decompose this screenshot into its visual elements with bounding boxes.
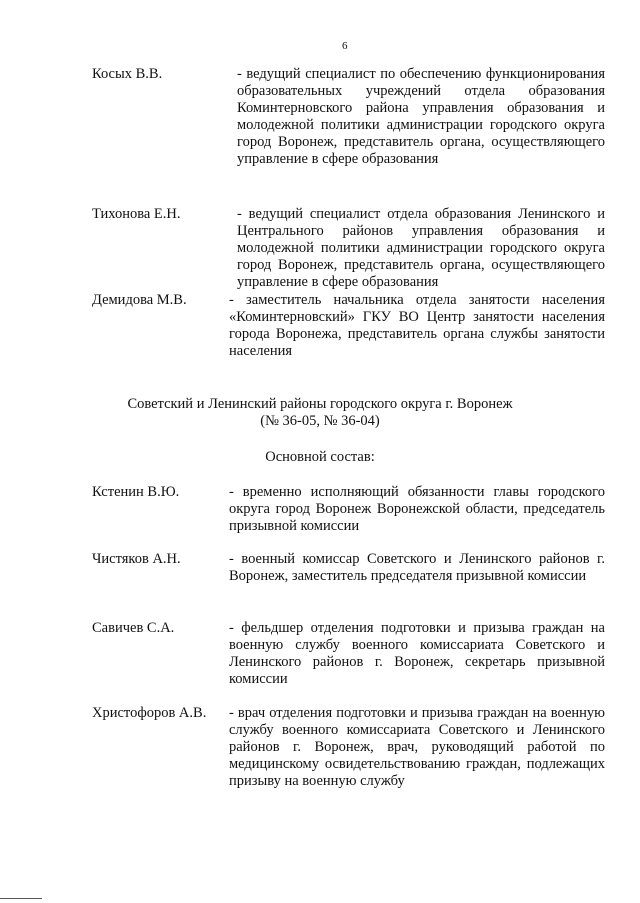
member-role: - фельдшер отделения подготовки и призыва граждан на военную службу военного комиссариата Советского и Ленинского районов г. Воронеж, секретарь призывной комиссии: [229, 620, 605, 687]
section-numbers: (№ 36-05, № 36-04): [260, 413, 380, 429]
member-name: Демидова М.В.: [92, 292, 187, 308]
member-name: Тихонова Е.Н.: [92, 206, 181, 222]
footer-edge-line: [0, 898, 42, 899]
section-title: Советский и Ленинский районы городского округа г. Воронеж: [127, 396, 513, 412]
member-role: - заместитель начальника отдела занятости населения «Коминтерновский» ГКУ ВО Центр занятости населения города Воронежа, представитель органа службы занятости населения: [229, 292, 605, 359]
page-number: 6: [342, 40, 348, 52]
member-name: Христофоров А.В.: [92, 705, 207, 721]
section-subtitle: Основной состав:: [265, 449, 375, 465]
member-name: Чистяков А.Н.: [92, 551, 181, 567]
member-role: - временно исполняющий обязанности главы городского округа город Воронеж Воронежской области, председатель призывной комиссии: [229, 484, 605, 534]
member-name: Савичев С.А.: [92, 620, 175, 636]
member-role: - ведущий специалист по обеспечению функционирования образовательных учреждений отдела образования Коминтерновского района управления образования и молодежной политики администрации городского округа город Воронеж, представитель органа, осуществляющего управление в сфере образования: [237, 66, 605, 167]
member-name: Кстенин В.Ю.: [92, 484, 180, 500]
member-name: Косых В.В.: [92, 66, 163, 82]
member-role: - врач отделения подготовки и призыва граждан на военную службу военного комиссариата Советского и Ленинского районов г. Воронеж, врач, руководящий работой по медицинскому освидетельствованию граждан, подлежащих призыву на военную службу: [229, 705, 605, 789]
member-role: - военный комиссар Советского и Ленинского районов г. Воронеж, заместитель председателя призывной комиссии: [229, 551, 605, 584]
member-role: - ведущий специалист отдела образования Ленинского и Центрального районов управления образования и молодежной политики администрации городского округа город Воронеж, представитель органа, осуществляющего управление в сфере образования: [237, 206, 605, 290]
